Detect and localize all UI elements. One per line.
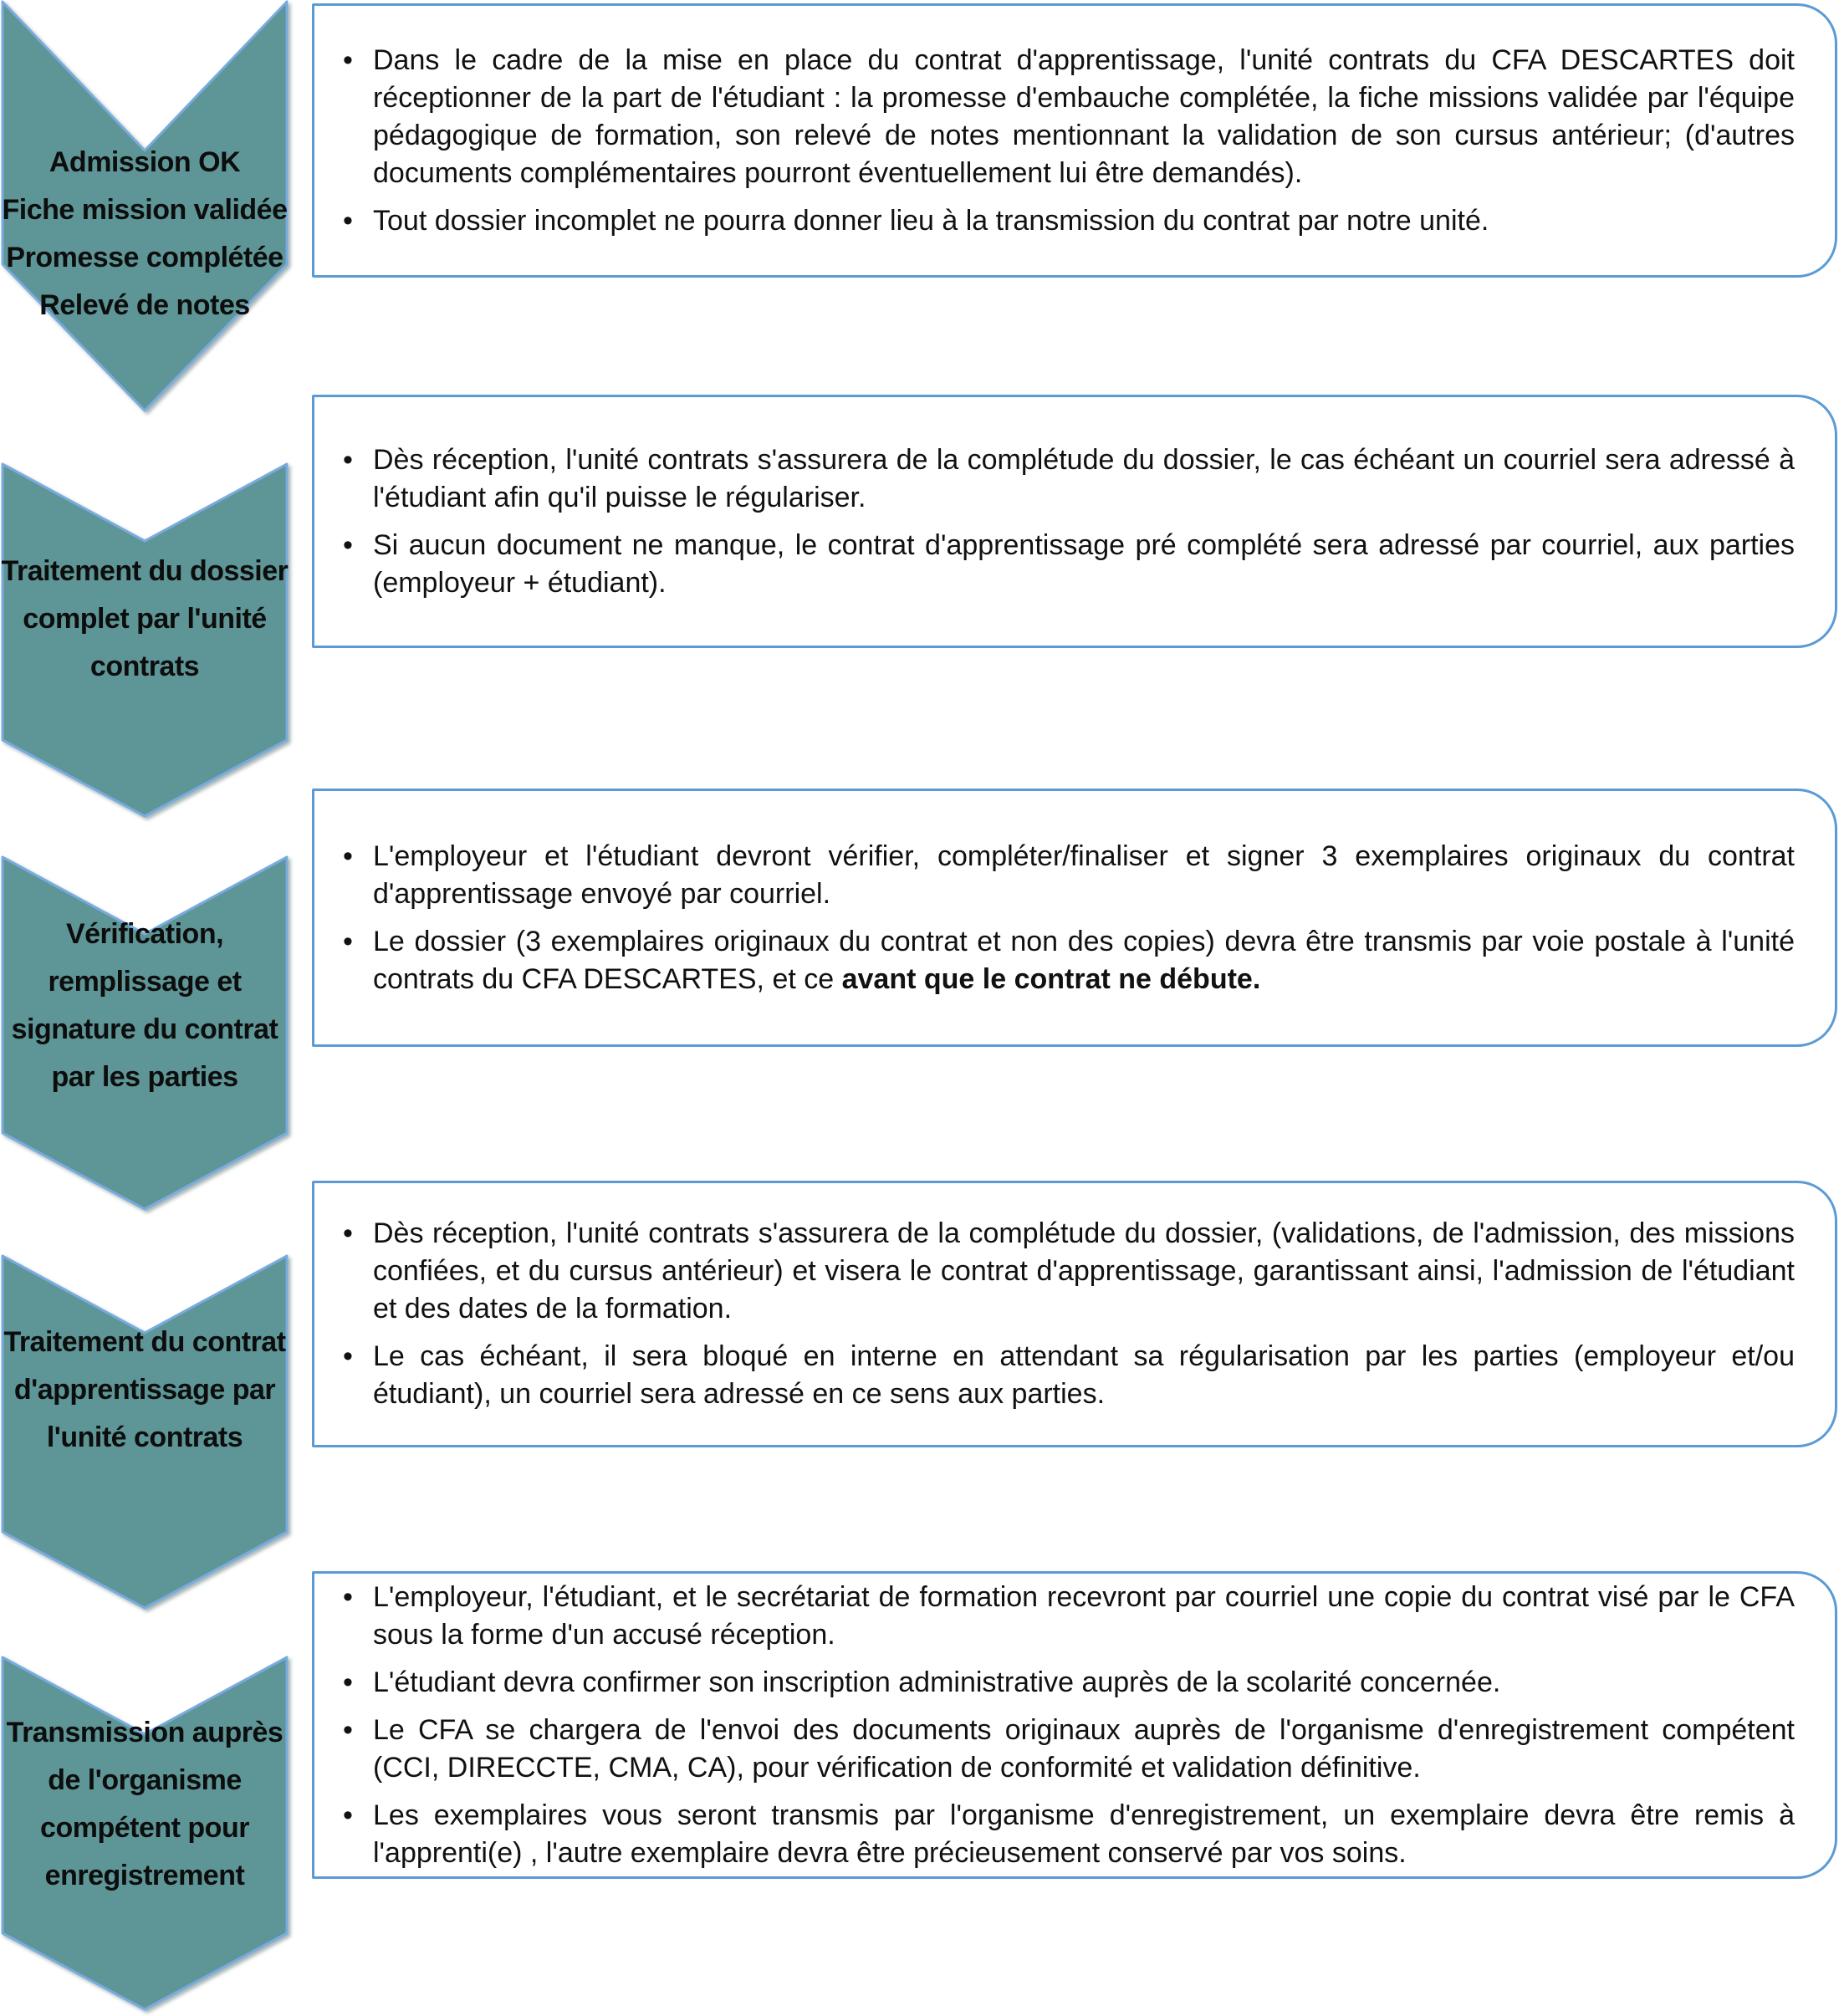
- step-label-line: Relevé de notes: [39, 289, 250, 321]
- step-detail-box-5: [312, 1571, 1837, 1879]
- bullet-item: [343, 1712, 1795, 1787]
- bullet-text-bold: avant que le contrat ne débute.: [841, 962, 1261, 995]
- step-label-line: Transmission auprès: [6, 1716, 283, 1748]
- step-label-4: [0, 1317, 289, 1463]
- bullet-text: Le cas échéant, il sera bloqué en interne en attendant sa régularisation par les parties (employeur et/ou étudiant), un courriel sera adressé en ce sens aux parties.: [373, 1340, 1795, 1410]
- bullet-icon: •: [343, 1799, 353, 1831]
- bullet-icon: •: [343, 1340, 353, 1372]
- bullet-text: Le dossier (3 exemplaires originaux du contrat et non des copies) devra être transmis par voie postale à l'unité contrats du CFA DESCARTES, et ce: [373, 925, 1795, 995]
- bullet-icon: •: [343, 204, 353, 237]
- bullet-text: Tout dossier incomplet ne pourra donner lieu à la transmission du contrat par notre unité.: [373, 204, 1489, 237]
- step-detail-box-3: [312, 789, 1837, 1047]
- step-label-5: [0, 1706, 289, 1902]
- step-label-line: Promesse complétée: [6, 242, 283, 273]
- bullet-text: Les exemplaires vous seront transmis par l'organisme d'enregistrement, un exemplaire devra être remis à l'apprenti(e) , l'autre exemplaire devra être précieusement conservé par vos soins.: [373, 1799, 1795, 1869]
- step-detail-box-1: [312, 3, 1837, 278]
- step-label-line: Fiche mission validée: [2, 194, 288, 226]
- step-detail-box-2: [312, 395, 1837, 648]
- step-label-line: Traitement du contrat: [3, 1326, 286, 1358]
- bullet-text: Dès réception, l'unité contrats s'assurera de la complétude du dossier, (validations, de l'admission, des missions confiées, et du cursus antérieur) et visera le contrat d'apprentissage, garantissant ainsi, l'admission de l'étudiant et des dates de la formation.: [373, 1217, 1795, 1324]
- bullet-icon: •: [343, 840, 353, 872]
- step-label-line: remplissage et: [48, 965, 242, 998]
- bullet-icon: •: [343, 43, 353, 76]
- bullet-text: Si aucun document ne manque, le contrat d'apprentissage pré complété sera adressé par courriel, aux parties (employeur + étudiant).: [373, 528, 1795, 599]
- bullet-icon: •: [343, 443, 353, 476]
- bullet-item: [343, 1215, 1795, 1328]
- bullet-icon: •: [343, 528, 353, 561]
- bullet-item: [343, 42, 1795, 192]
- bullet-item: [343, 1579, 1795, 1654]
- bullet-item: [343, 441, 1795, 517]
- step-label-line: de l'organisme: [48, 1763, 242, 1796]
- bullet-icon: •: [343, 1580, 353, 1613]
- bullet-icon: •: [343, 1713, 353, 1746]
- bullet-item: [343, 527, 1795, 602]
- bullet-text: L'employeur et l'étudiant devront vérifier, compléter/finaliser et signer 3 exemplaires originaux du contrat d'apprentissage envoyé par courriel.: [373, 840, 1795, 910]
- step-label-1: [0, 134, 289, 334]
- bullet-item: [343, 923, 1795, 998]
- step-label-line: contrats: [89, 650, 200, 682]
- step-label-2: [0, 544, 289, 694]
- step-label-line: compétent pour: [40, 1811, 249, 1844]
- bullet-item: [343, 838, 1795, 913]
- bullet-icon: •: [343, 1217, 353, 1249]
- bullet-item: [343, 1797, 1795, 1872]
- bullet-text: L'employeur, l'étudiant, et le secrétariat de formation recevront par courriel une copie du contrat visé par le CFA sous la forme d'un accusé réception.: [373, 1580, 1795, 1651]
- step-label-line: d'apprentissage par: [13, 1374, 276, 1406]
- step-label-line: complet par l'unité: [23, 602, 267, 635]
- step-detail-box-4: [312, 1181, 1837, 1447]
- bullet-item: [343, 202, 1795, 240]
- step-label-3: [0, 911, 289, 1100]
- bullet-icon: •: [343, 1666, 353, 1698]
- bullet-text: Le CFA se chargera de l'envoi des documents originaux auprès de l'organisme d'enregistrement compétent (CCI, DIRECCTE, CMA, CA), pour vérification de conformité et validation définitive.: [373, 1713, 1795, 1784]
- bullet-item: [343, 1338, 1795, 1413]
- bullet-text: Dès réception, l'unité contrats s'assurera de la complétude du dossier, le cas échéant un courriel sera adressé à l'étudiant afin qu'il puisse le régulariser.: [373, 443, 1795, 513]
- step-label-line: Admission OK: [49, 146, 241, 178]
- step-label-line: l'unité contrats: [46, 1421, 243, 1453]
- step-label-line: Vérification,: [65, 917, 224, 950]
- step-label-line: signature du contrat: [11, 1013, 278, 1045]
- bullet-text: Dans le cadre de la mise en place du contrat d'apprentissage, l'unité contrats du CFA DESCARTES doit réceptionner de la part de l'étudiant : la promesse d'embauche complétée, la fiche missions validée par l'équipe pédagogique de formation, son relevé de notes mentionnant la validation de son cursus antérieur; (d'autres documents complémentaires pourront éventuellement lui être demandés).: [373, 43, 1795, 189]
- step-label-line: par les parties: [51, 1060, 238, 1093]
- bullet-icon: •: [343, 925, 353, 957]
- step-label-line: enregistrement: [44, 1859, 245, 1891]
- step-label-line: Traitement du dossier: [1, 554, 289, 587]
- bullet-text: L'étudiant devra confirmer son inscription administrative auprès de la scolarité concernée.: [373, 1666, 1501, 1698]
- bullet-item: [343, 1664, 1795, 1702]
